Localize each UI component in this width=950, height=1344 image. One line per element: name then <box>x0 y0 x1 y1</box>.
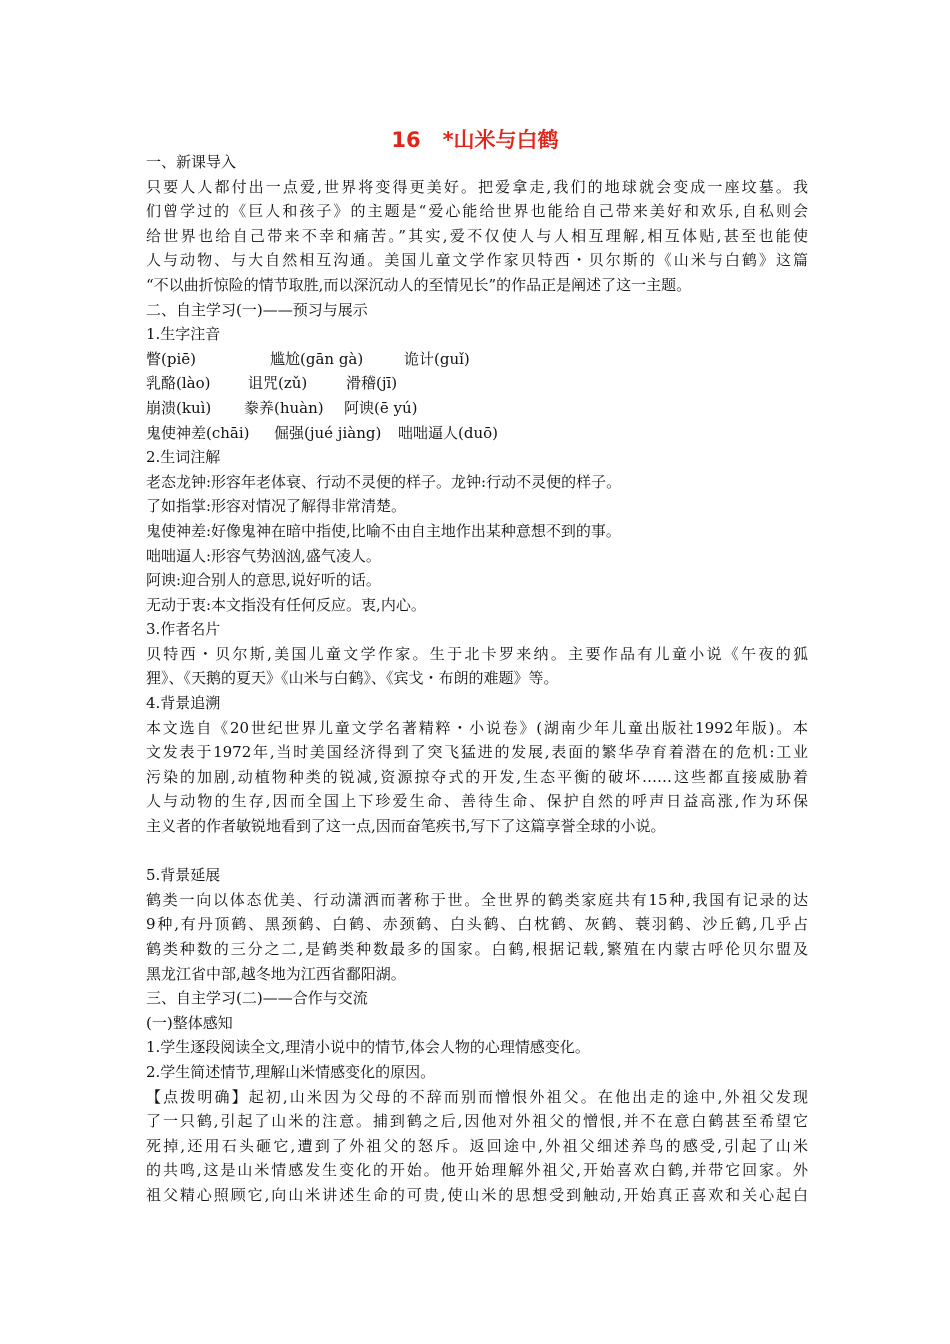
blank-line <box>146 839 808 864</box>
subsection-heading: (一)整体感知 <box>146 1013 233 1032</box>
pinyin-entry: 鬼使神差(chāi) <box>146 423 250 442</box>
pinyin-row <box>146 347 808 372</box>
answer-line: 的共鸣,这是山米情感发生变化的开始。他开始理解外祖父,开始喜欢白鹤,并带它回家。外 <box>146 1161 808 1180</box>
answer-line: 祖父精心照顾它,向山米讲述生命的可贵,使山米的思想受到触动,开始真正喜欢和关心起白 <box>146 1185 808 1204</box>
pinyin-entry: 倔强(jué jiàng) <box>274 423 382 442</box>
subsection-heading: 3.作者名片 <box>146 620 221 639</box>
paragraph-line: 本文选自《20世纪世界儿童文学名著精粹・小说卷》(湖南少年儿童出版社1992年版)。本 <box>146 718 808 737</box>
pinyin-entry: 诡计(guǐ) <box>404 349 470 368</box>
subsection-heading: 5.背景延展 <box>146 866 221 885</box>
paragraph-line: 人与动物的生存,因而全国上下珍爱生命、善待生命、保护自然的呼声日益高涨,作为环保 <box>146 792 808 811</box>
pinyin-entry: 尴尬(gān gà) <box>270 349 364 368</box>
paragraph-line: 人与动物、与大自然相互沟通。美国儿童文学作家贝特西・贝尔斯的《山米与白鹤》这篇 <box>146 251 808 270</box>
subsection-heading: 4.背景追溯 <box>146 694 221 713</box>
answer-line: 【点拨明确】起初,山米因为父母的不辞而别而憎恨外祖父。在他出走的途中,外祖父发现 <box>146 1087 808 1106</box>
vocab-item: 老态龙钟:形容年老体衰、行动不灵便的样子。龙钟:行动不灵便的样子。 <box>146 472 622 491</box>
document-body <box>146 150 808 1208</box>
pinyin-row <box>146 371 808 396</box>
paragraph-line: 只要人人都付出一点爱,世界将变得更美好。把爱拿走,我们的地球就会变成一座坟墓。我 <box>146 177 808 196</box>
paragraph-line: 污染的加剧,动植物种类的锐减,资源掠夺式的开发,生态平衡的破坏……这些都直接威胁着 <box>146 767 808 786</box>
paragraph-line: 狸》、《天鹅的夏天》《山米与白鹤》、《宾戈・布朗的难题》等。 <box>146 669 559 688</box>
pinyin-entry: 瞥(piē) <box>146 349 196 368</box>
pinyin-entry: 豢养(huàn) <box>244 398 324 417</box>
subsection-heading: 2.生词注解 <box>146 448 221 467</box>
section-heading: 一、新课导入 <box>146 153 237 171</box>
vocab-item: 鬼使神差:好像鬼神在暗中指使,比喻不由自主地作出某种意想不到的事。 <box>146 521 621 540</box>
paragraph-line: 鹤类一向以体态优美、行动潇洒而著称于世。全世界的鹤类家庭共有15种,我国有记录的达 <box>146 890 808 909</box>
pinyin-entry: 滑稽(jī) <box>346 374 398 393</box>
pinyin-entry: 阿谀(ē yú) <box>344 398 418 417</box>
paragraph-line: 黑龙江省中部,越冬地为江西省鄱阳湖。 <box>146 964 406 983</box>
section-heading: 二、自主学习(一)——预习与展示 <box>146 300 368 319</box>
subsection-heading: 1.生字注音 <box>146 325 221 344</box>
vocab-item: 了如指掌:形容对情况了解得非常清楚。 <box>146 497 407 516</box>
pinyin-entry: 咄咄逼人(duō) <box>398 423 498 442</box>
pinyin-row <box>146 421 808 446</box>
question-item: 2.学生简述情节,理解山米情感变化的原因。 <box>146 1062 436 1081</box>
vocab-item: 无动于衷:本文指没有任何反应。衷,内心。 <box>146 595 426 614</box>
pinyin-entry: 崩溃(kuì) <box>146 398 212 417</box>
pinyin-entry: 诅咒(zǔ) <box>248 374 308 393</box>
paragraph-line: 鹤类种数的三分之二,是鹤类种数最多的国家。白鹤,根据记载,繁殖在内蒙古呼伦贝尔盟及 <box>146 940 808 958</box>
paragraph-line: 们曾学过的《巨人和孩子》的主题是“爱心能给世界也能给自己带来美好和欢乐,自私则会 <box>146 202 808 221</box>
section-heading: 三、自主学习(二)——合作与交流 <box>146 989 368 1008</box>
vocab-item: 阿谀:迎合别人的意思,说好听的话。 <box>146 571 381 590</box>
paragraph-line: 给世界也给自己带来不幸和痛苦。”其实,爱不仅使人与人相互理解,相互体贴,甚至也能使 <box>146 226 808 245</box>
answer-line: 了一只鹤,引起了山米的注意。捕到鹤之后,因他对外祖父的憎恨,并不在意白鹤甚至希望它 <box>146 1112 808 1131</box>
paragraph-line: 9种,有丹顶鹤、黑颈鹤、白鹤、赤颈鹤、白头鹤、白枕鹤、灰鹤、蓑羽鹤、沙丘鹤,几乎占 <box>146 915 808 934</box>
paragraph-line: 文发表于1972年,当时美国经济得到了突飞猛进的发展,表面的繁华孕育着潜在的危机:工业 <box>146 743 808 762</box>
answer-line: 死掉,还用石头砸它,遭到了外祖父的怒斥。返回途中,外祖父细述养鸟的感受,引起了山米 <box>146 1136 808 1155</box>
pinyin-row <box>146 396 808 421</box>
vocab-item: 咄咄逼人:形容气势汹汹,盛气凌人。 <box>146 546 381 565</box>
paragraph-line: 主义者的作者敏锐地看到了这一点,因而奋笔疾书,写下了这篇享誉全球的小说。 <box>146 817 666 836</box>
pinyin-entry: 乳酪(lào) <box>146 374 211 393</box>
question-item: 1.学生逐段阅读全文,理清小说中的情节,体会人物的心理情感变化。 <box>146 1038 590 1057</box>
paragraph-line: “不以曲折惊险的情节取胜,而以深沉动人的至情见长”的作品正是阐述了这一主题。 <box>146 275 692 294</box>
lesson-title: 16 *山米与白鹤 <box>391 128 559 152</box>
paragraph-line: 贝特西・贝尔斯,美国儿童文学作家。生于北卡罗来纳。主要作品有儿童小说《午夜的狐 <box>146 644 808 663</box>
